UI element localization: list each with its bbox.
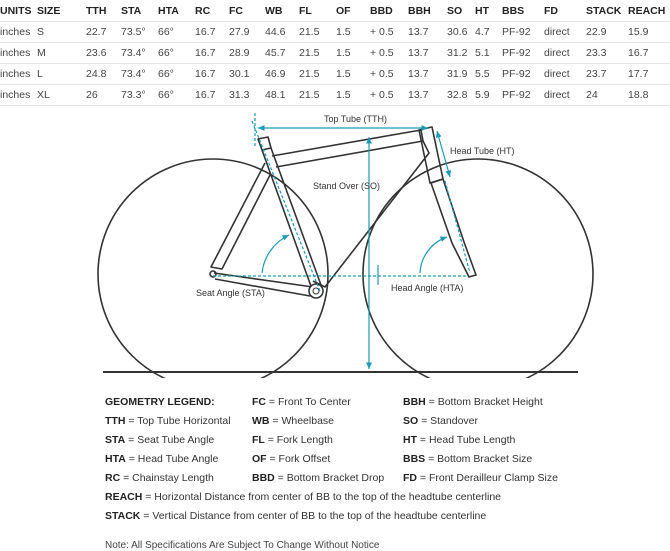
table-cell: 73.4°	[121, 43, 158, 64]
legend-item: FD = Front Derailleur Clamp Size	[403, 472, 558, 484]
table-cell: 23.6	[86, 43, 121, 64]
legend-item: BBD = Bottom Bracket Drop	[252, 472, 385, 484]
legend-item: FC = Front To Center	[252, 396, 351, 408]
table-cell: 21.5	[299, 22, 336, 43]
legend-item: OF = Fork Offset	[252, 453, 331, 465]
table-cell: 73.4°	[121, 64, 158, 85]
table-header-row	[0, 0, 670, 22]
table-row	[0, 22, 670, 43]
table-cell: 16.7	[195, 43, 229, 64]
table-cell: direct	[544, 85, 586, 106]
column-header: BBH	[408, 0, 447, 22]
table-cell: 31.3	[229, 85, 265, 106]
bike-geometry-diagram	[0, 103, 670, 378]
table-cell: 46.9	[265, 64, 299, 85]
column-header: UNITS	[0, 0, 37, 22]
table-cell: 24.8	[86, 64, 121, 85]
column-header: HT	[475, 0, 502, 22]
table-cell: 22.9	[586, 22, 628, 43]
legend-item-stack: STACK = Vertical Distance from center of BB to the top of the headtube centerline	[105, 510, 487, 522]
table-row	[0, 64, 670, 85]
legend-item: TTH = Top Tube Horizontal	[105, 415, 231, 427]
front-wheel	[363, 159, 593, 378]
table-cell: 4.7	[475, 22, 502, 43]
legend-item: HT = Head Tube Length	[403, 434, 516, 446]
table-cell: 24	[586, 85, 628, 106]
column-header: FD	[544, 0, 586, 22]
table-cell: 22.7	[86, 22, 121, 43]
column-header: STA	[121, 0, 158, 22]
table-cell: + 0.5	[370, 64, 408, 85]
table-cell: 16.7	[628, 43, 670, 64]
table-cell: 21.5	[299, 43, 336, 64]
table-cell: 13.7	[408, 64, 447, 85]
table-cell: 16.7	[195, 85, 229, 106]
column-header: HTA	[158, 0, 195, 22]
head-angle-label: Head Angle (HTA)	[391, 283, 464, 293]
table-cell: PF-92	[502, 43, 544, 64]
table-cell: S	[37, 22, 86, 43]
table-cell: inches	[0, 22, 37, 43]
legend-item: SO = Standover	[403, 415, 479, 427]
table-cell: direct	[544, 43, 586, 64]
table-cell: 32.8	[447, 85, 475, 106]
geometry-table	[0, 0, 670, 106]
table-cell: 21.5	[299, 64, 336, 85]
rear-wheel	[98, 159, 328, 378]
table-cell: 28.9	[229, 43, 265, 64]
legend-row	[105, 491, 645, 505]
table-cell: 18.8	[628, 85, 670, 106]
table-cell: inches	[0, 43, 37, 64]
column-header: FL	[299, 0, 336, 22]
column-header: TTH	[86, 0, 121, 22]
table-cell: 66°	[158, 22, 195, 43]
legend-item: STA = Seat Tube Angle	[105, 434, 215, 446]
table-cell: 1.5	[336, 64, 370, 85]
table-cell: XL	[37, 85, 86, 106]
table-cell: 44.6	[265, 22, 299, 43]
table-cell: 5.9	[475, 85, 502, 106]
table-cell: 17.7	[628, 64, 670, 85]
column-header: SIZE	[37, 0, 86, 22]
column-header: BBS	[502, 0, 544, 22]
table-cell: 73.3°	[121, 85, 158, 106]
table-cell: 23.3	[586, 43, 628, 64]
table-cell: 30.1	[229, 64, 265, 85]
stand-over-label: Stand Over (SO)	[313, 181, 381, 191]
table-cell: + 0.5	[370, 22, 408, 43]
column-header: STACK	[586, 0, 628, 22]
bottom-bracket	[309, 284, 323, 298]
disclaimer-note: Note: All Specifications Are Subject To Change Without Notice	[105, 540, 380, 551]
column-header: WB	[265, 0, 299, 22]
table-cell: 16.7	[195, 22, 229, 43]
seat-angle-label: Seat Angle (STA)	[196, 288, 265, 298]
table-cell: direct	[544, 22, 586, 43]
column-header: BBD	[370, 0, 408, 22]
table-cell: M	[37, 43, 86, 64]
table-cell: 15.9	[628, 22, 670, 43]
legend-item: RC = Chainstay Length	[105, 472, 214, 484]
table-cell: 21.5	[299, 85, 336, 106]
table-cell: 1.5	[336, 22, 370, 43]
legend-row	[105, 453, 645, 467]
column-header: REACH	[628, 0, 670, 22]
table-cell: direct	[544, 64, 586, 85]
legend-row	[105, 510, 645, 524]
table-cell: 45.7	[265, 43, 299, 64]
table-cell: 5.1	[475, 43, 502, 64]
legend-item: BBH = Bottom Bracket Height	[403, 396, 543, 408]
legend-row	[105, 396, 645, 410]
measurement-lines	[213, 113, 470, 369]
table-cell: 16.7	[195, 64, 229, 85]
legend-title: GEOMETRY LEGEND:	[105, 396, 215, 408]
table-cell: PF-92	[502, 22, 544, 43]
table-cell: 23.7	[586, 64, 628, 85]
table-cell: 48.1	[265, 85, 299, 106]
table-cell: 66°	[158, 64, 195, 85]
column-header: OF	[336, 0, 370, 22]
table-cell: 13.7	[408, 22, 447, 43]
table-cell: 13.7	[408, 85, 447, 106]
legend-item: FL = Fork Length	[252, 434, 333, 446]
table-cell: 66°	[158, 43, 195, 64]
table-cell: + 0.5	[370, 85, 408, 106]
legend-item: BBS = Bottom Bracket Size	[403, 453, 533, 465]
table-cell: 13.7	[408, 43, 447, 64]
table-cell: inches	[0, 64, 37, 85]
legend-item: WB = Wheelbase	[252, 415, 334, 427]
table-cell: 31.2	[447, 43, 475, 64]
top-tube-label: Top Tube (TTH)	[324, 114, 388, 124]
column-header: RC	[195, 0, 229, 22]
legend-item-reach: REACH = Horizontal Distance from center of BB to the top of the headtube centerline	[105, 491, 502, 503]
table-row	[0, 43, 670, 64]
bike-frame	[210, 127, 476, 296]
table-cell: 1.5	[336, 85, 370, 106]
table-cell: PF-92	[502, 85, 544, 106]
table-cell: L	[37, 64, 86, 85]
column-header: SO	[447, 0, 475, 22]
table-cell: 66°	[158, 85, 195, 106]
table-cell: 31.9	[447, 64, 475, 85]
table-cell: 30.6	[447, 22, 475, 43]
column-header: FC	[229, 0, 265, 22]
legend-row	[105, 415, 645, 429]
legend-row	[105, 434, 645, 448]
table-cell: 26	[86, 85, 121, 106]
table-cell: PF-92	[502, 64, 544, 85]
legend-item: HTA = Head Tube Angle	[105, 453, 219, 465]
table-cell: 5.5	[475, 64, 502, 85]
table-cell: 1.5	[336, 43, 370, 64]
table-cell: + 0.5	[370, 43, 408, 64]
head-tube-label: Head Tube (HT)	[450, 146, 515, 156]
table-cell: inches	[0, 85, 37, 106]
legend-row	[105, 472, 645, 486]
table-cell: 73.5°	[121, 22, 158, 43]
table-cell: 27.9	[229, 22, 265, 43]
